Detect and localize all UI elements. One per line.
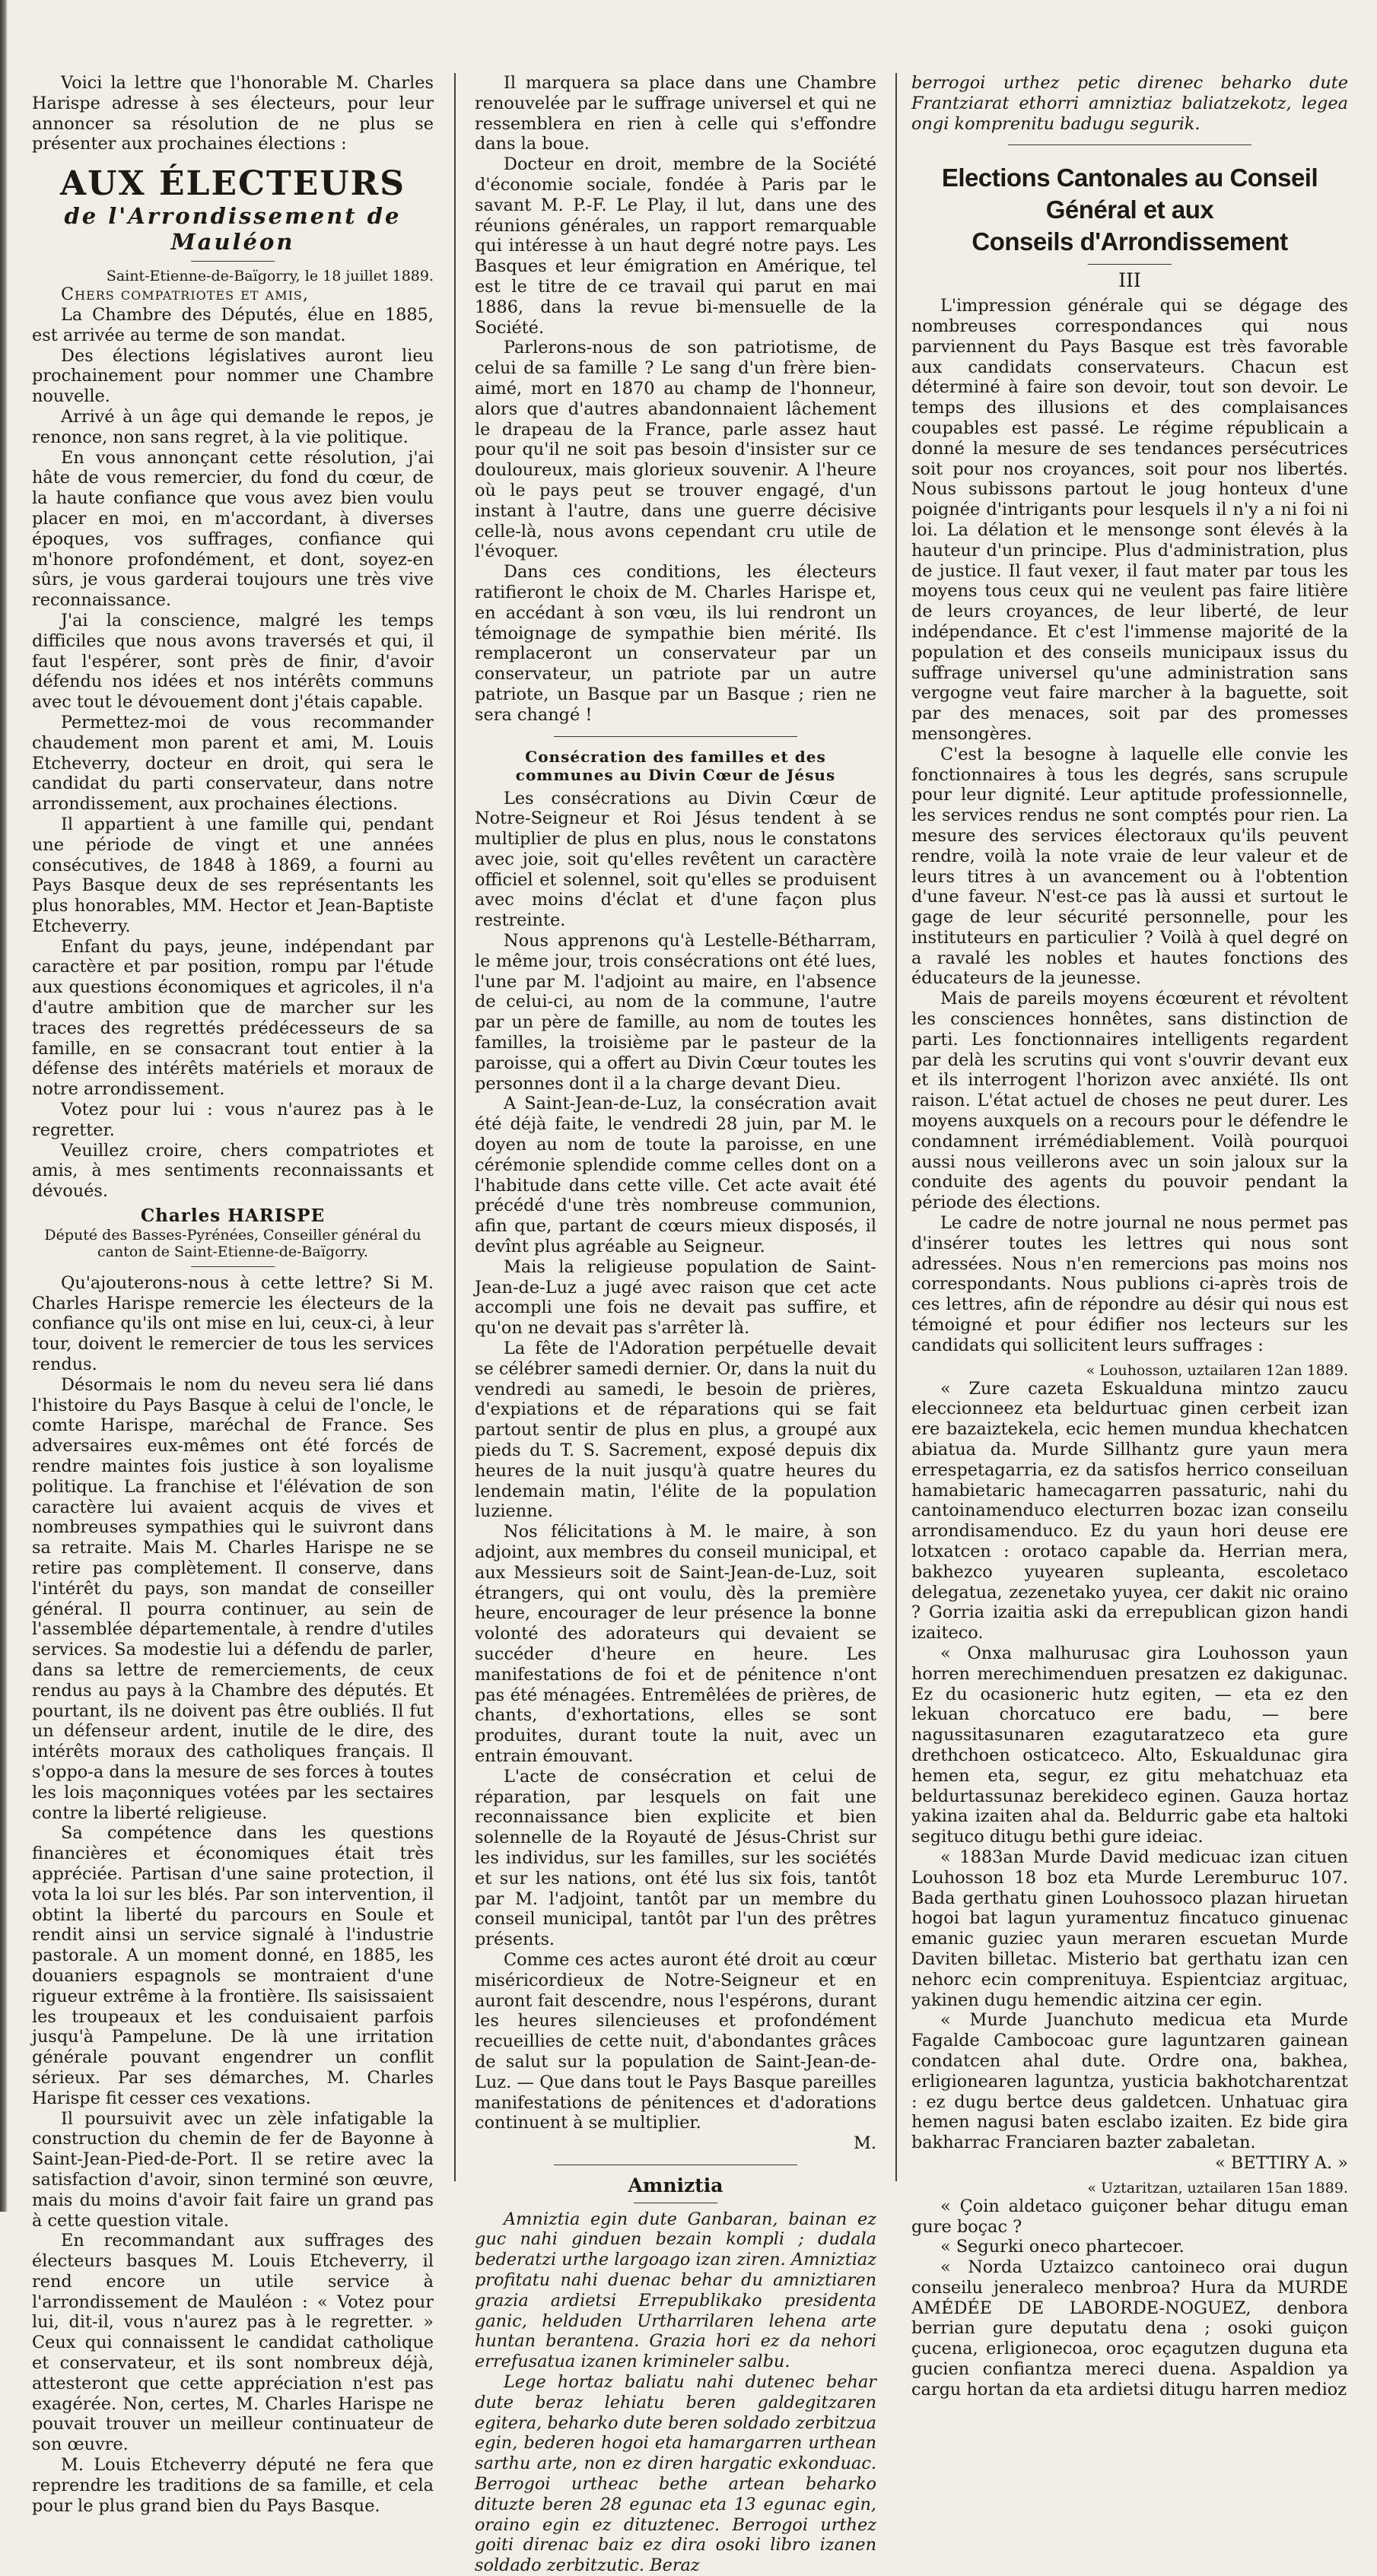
consecration-paragraph: Les consécrations au Divin Cœur de Notre-Seigneur et Roi Jésus tendent à se multiplier de plus en plus, nous le constatons avec joie, soit qu'elles revêtent un caractère officiel et solennel, soit qu'elles se produisent avec moins d'éclat et d'une façon plus restreinte.	[475, 788, 876, 931]
letter-paragraph: La Chambre des Députés, élue en 1885, est arrivée au terme de son mandat.	[32, 304, 434, 345]
commentary-paragraph: Sa compétence dans les questions financières et économiques était très appréciée. Partisan d'une saine protection, il vota la loi sur les blés. Par son intervention, il obtint la liberté du parcours en Soule et rendit ainsi un service signalé à l'industrie pastorale. A un moment donné, en 1885, les douaniers espagnols se montraient d'une rigueur extrême à la frontière. Ils saisissaient les troupeaux et les conduisaient parfois jusqu'à Pampelune. De là une irritation générale pouvant engendrer un conflit sérieux. Par ses démarches, M. Charles Harispe fit cesser ces vexations.	[32, 1823, 434, 2108]
amnistia-continuation: berrogoi urthez petic direnec beharko dute Frantziarat ethorri amniztiaz baliatzekotz, legea ongi komprenitu badugu segurik.	[911, 73, 1348, 134]
commentary-paragraph: Qu'ajouterons-nous à cette lettre? Si M. Charles Harispe remercie les électeurs de la confiance qu'ils ont mise en lui, ceux-ci, à leur tour, doivent le remercier de tous les services rendus.	[32, 1272, 434, 1375]
spacer	[911, 1356, 1348, 1362]
divider	[191, 1266, 275, 1267]
elections-paragraph: C'est la besogne à laquelle elle convie les fonctionnaires à tous les degrés, sans scrupule pour leur dignité. Leur aptitude professionnelle, les services rendus ne sont comptés pour rien. La mesure des services électoraux qu'ils peuvent rendre, voilà la note vraie de leur valeur et de leurs titres à un avancement ou à l'obtention d'une faveur. N'est-ce pas là aussi et surtout le gage de leur sécurité personnelle, pour les instituteurs en particulier ? Voilà à quel degré on a ravalé les nobles et hautes fonctions des éducateurs de la jeunesse.	[911, 744, 1348, 989]
amnistia-heading: Amniztia	[628, 2174, 723, 2196]
letter-paragraph: En vous annonçant cette résolution, j'ai hâte de vous remercier, du fond du cœur, de la haute confiance que vous avez bien voulu placer en moi, en m'accordant, à diverses époques, vos suffrages, confiance qui m'honore profondément, et dont, soyez-en sûrs, je vous garderai toujours une très vive reconnaissance.	[32, 447, 434, 611]
consecration-heading: Consécration des familles et des communes au Divin Cœur de Jésus	[515, 747, 836, 784]
column-rule-1	[454, 73, 456, 2181]
article-paragraph: Dans ces conditions, les électeurs ratifieront le choix de M. Charles Harispe et, en accédant à son vœu, ils lui rendront un témoignage de sympathie bien mérité. Ils remplaceront un conservateur par un conservateur, un patriote par un autre patriote, un Basque par un Basque ; rien ne sera changé !	[475, 562, 876, 725]
consecration-paragraph: A Saint-Jean-de-Luz, la consécration avait été déjà faite, le vendredi 28 juin, par M. le doyen au nom de toute la paroisse, en une cérémonie splendide comme celles dont on a l'habitude dans cette ville. Cet acte avait été précédé d'une très nombreuse communion, afin que, partant de cœurs mieux disposés, il devînt plus agréable au Seigneur.	[475, 1094, 876, 1257]
consecration-paragraph: La fête de l'Adoration perpétuelle devait se célébrer samedi dernier. Or, dans la nuit du vendredi au samedi, le besoin de prières, d'expiations et de réparations qui se fait partout sentir de plus en plus, a groupé aux pieds du T. S. Sacrement, exposé depuis dix heures de la nuit jusqu'à quatre heures du lendemain matin, l'élite de la population luzienne.	[475, 1339, 876, 1522]
commentary-paragraph: M. Louis Etcheverry député ne fera que reprendre les traditions de sa famille, et cela pour le plus grand bien du Pays Basque.	[32, 2455, 434, 2516]
letter-paragraph: J'ai la conscience, malgré les temps difficiles que nous avons traversés et qui, il faut l'espérer, sont près de finir, d'avoir défendu nos idées et nos intérêts communs avec tout le dévouement dont j'étais capable.	[32, 610, 434, 713]
divider	[191, 261, 275, 262]
letter-paragraph: Il appartient à une famille qui, pendant une période de vingt et une années consécutives, de 1848 à 1869, a fourni au Pays Basque deux de ses représentants les plus honorables, MM. Hector et Jean-Baptiste Etcheverry.	[32, 814, 434, 936]
consecration-paragraph: L'acte de consécration et celui de réparation, par lesquels on fait une reconnaissance bien explicite et bien solennelle de la Royauté de Jésus-Christ sur les individus, sur les familles, sur les sociétés et sur les nations, ont été lus six fois, tantôt par M. l'adjoint, tantôt par un membre du conseil municipal, tantôt par l'un des prêtres présents.	[475, 1766, 876, 1950]
letter2-paragraph: « Norda Uztaizco cantoineco orai dugun conseilu jeneraleco menbroa? Hura da MURDE AMÉDÉE DE LABORDE-NOGUEZ, denbora berrian gure deputatu dena ; osoki guiçon çucena, erligionecoa, oroc eçagutzen duguna eta gucien confiantza mereci duena. Aspaldion ya cargu hortan da eta ardietsi ditugu harren medioz	[911, 2257, 1348, 2400]
letter1-paragraph: « Onxa malhurusac gira Louhosson yaun horren merechimenduen presatzen ez dakigunac. Ez du ocasioneric hutz egiten, — eta ez den lekuan chorcatuco ere badu, — bere nagussitasunaren ezagutaratzeco eta gure drethchoen osticatceco. Alto, Eskualdunac gira hemen eta, segur, ez gitu mehatchuaz eta beldurtassunaz berekideco eginen. Gauza hortaz yakina izaiten ahal da. Beldurric gabe eta haltoki segituco ditugu bethi gure ideiac.	[911, 1643, 1348, 1847]
letter1-signature: « BETTIRY A. »	[1215, 2152, 1348, 2173]
page-binding-edge	[0, 0, 8, 2212]
elections-heading-line-2: Conseils d'Arrondissement	[972, 227, 1288, 256]
column-2	[475, 73, 877, 2576]
letter-dateline: Saint-Etienne-de-Baïgorry, le 18 juillet 1889.	[106, 268, 434, 285]
column-3	[911, 73, 1348, 2400]
letter-heading: AUX ÉLECTEURS	[60, 164, 405, 204]
letter1-dateline: « Louhosson, uztailaren 12an 1889.	[1086, 1361, 1348, 1379]
letter-paragraph: Votez pour lui : vous n'aurez pas à le regretter.	[32, 1100, 434, 1140]
letter1-paragraph: « Murde Juanchuto medicua eta Murde Fagalde Cambocoac gure laguntzaren gainean condatcen ahal dute. Ordre ona, bakhea, erligionearen laguntza, yusticia bakhotcharentzat : ez dugu bertce deus galdetcen. Unhatuac gira hemen nagusi baten esclabo izaiten. Ez bide gira bakharrac Franciaren bazter zabaletan.	[911, 2010, 1348, 2153]
article-paragraph: Docteur en droit, membre de la Société d'économie sociale, fondée à Paris par le savant M. P.-F. Le Play, il lut, dans une des réunions générales, un rapport remarquable qui intéresse à un haut degré notre pays. Les Basques et leur émigration en Amérique, tel est le titre de ce travail qui parut en mai 1886, dans la revue bi-mensuelle de la Société.	[475, 154, 876, 338]
article-paragraph: Il marquera sa place dans une Chambre renouvelée par le suffrage universel et qui ne ressemblera en rien à celle qui s'effondre dans la boue.	[475, 73, 876, 154]
elections-paragraph: L'impression générale qui se dégage des nombreuses correspondances qui nous parviennent du Pays Basque est très favorable aux candidats conservateurs. Chacun est déterminé à faire son devoir, tout son devoir. Le temps des illusions et des complaisances coupables est passé. Le régime républicain a donné la mesure de ses tendances persécutrices soit pour nos croyances, soit pour nos libertés. Nous subissons partout le joug honteux d'une poignée d'intrigants pour lesquels il n'y a ni foi ni loi. La délation et le mensonge sont élevés à la hauteur d'un principe. Plus d'administration, plus de justice. Il faut vexer, il faut mater par tous les moyens tous ceux qui ne veulent pas faire litière de leurs croyances, de leur liberté, de leur indépendance. Et c'est l'immense majorité de la population et des conseils municipaux issus du suffrage universel qu'une administration sans vergogne veut faire marcher à la baguette, soit par des menaces, soit par des promesses mensongères.	[911, 296, 1348, 744]
consecration-paragraph: Nos félicitations à M. le maire, à son adjoint, aux membres du conseil municipal, et aux Messieurs soit de Saint-Jean-de-Luz, soit étrangers, qui ont voulu, dès la première heure, encourager de leur présence la bonne volonté des adorateurs qui devaient se succéder d'heure en heure. Les manifestations de foi et de pénitence n'ont pas été ménagées. Entremêlées de prières, de chants, d'exhortations, elles se sont produites, durant toute la nuit, avec un entrain émouvant.	[475, 1522, 876, 1766]
elections-heading	[911, 162, 1348, 258]
letter2-dateline: « Uztaritzan, uztailaren 15an 1889.	[1087, 2179, 1348, 2196]
column-1	[32, 73, 434, 2516]
letter-paragraph: Arrivé à un âge qui demande le repos, je renonce, non sans regret, à la vie politique.	[32, 406, 434, 447]
signature-name: Charles HARISPE	[140, 1205, 326, 1227]
consecration-paragraph: Mais la religieuse population de Saint-Jean-de-Luz a jugé avec raison que cet acte accompli une fois ne devait pas suffire, et qu'on ne devait pas s'arrêter là.	[475, 1256, 876, 1339]
elections-paragraph: Le cadre de notre journal ne nous permet pas d'insérer toutes les lettres qui nous sont adressées. Nous n'en remercions pas moins nos correspondants. Nous publions ci-après trois de ces lettres, afin de répondre au désir qui nous est témoigné et pour édifier nos lecteurs sur les candidats qui sollicitent leurs suffrages :	[911, 1213, 1348, 1355]
commentary-paragraph: Il poursuivit avec un zèle infatigable la construction du chemin de fer de Bayonne à Saint-Jean-Pied-de-Port. Il se retire avec la satisfaction d'avoir, sinon terminé son œuvre, mais du moins d'avoir fait faire un grand pas à cette question vitale.	[32, 2108, 434, 2231]
consecration-paragraph: Nous apprenons qu'à Lestelle-Bétharram, le même jour, trois consécrations ont été lues, l'une par M. l'adjoint au maire, en l'absence de celui-ci, au nom de la commune, l'autre par un père de famille, au nom de toutes les familles, la troisième par le pasteur de la paroisse, qui a offert au Divin Cœur toutes les personnes dont il a la charge devant Dieu.	[475, 931, 876, 1094]
letter2-paragraph: « Çoin aldetaco guiçoner behar ditugu eman gure boçac ?	[911, 2196, 1348, 2237]
intro-paragraph: Voici la lettre que l'honorable M. Charles Harispe adresse à ses électeurs, pour leur annoncer sa résolution de ne plus se présenter aux prochaines élections :	[32, 73, 434, 154]
section-number: III	[1118, 269, 1141, 292]
elections-paragraph: Mais de pareils moyens écœurent et révoltent les consciences honnêtes, sans distinction de parti. Les fonctionnaires intelligents regardent par delà les scrutins qui vont s'ouvrir devant eux et ils interrogent l'horizon avec anxiété. Ils ont raison. L'état actuel de choses ne peut durer. Les moyens auxquels on a recours pour le défendre le condamnent irrémédiablement. Voilà pourquoi aussi nous veillerons avec un soin jaloux sur la conduite des agents du pouvoir pendant la période des élections.	[911, 989, 1348, 1213]
letter-paragraph: Des élections législatives auront lieu prochainement pour nommer une Chambre nouvelle.	[32, 345, 434, 407]
divider	[554, 736, 797, 737]
spacer	[911, 2174, 1348, 2180]
amnistia-paragraph: Lege hortaz baliatu nahi dutenec behar dute beraz lehiatu beren galdegitzaren egitera, beharko dute beren soldado zerbitzua egin, bederen hogoi eta hamargarren urthean sarthu arte, non ez diren hargatic exkonduac. Berrogoi urtheac bethe artean beharko dituzte beren 28 egunac eta 13 egunac egin, oraino egin ez dituztenec. Berrogoi urthez goiti direnac baiz ez dira osoki libro izanen soldado zerbitzutic. Beraz	[475, 2372, 876, 2576]
letter-subheading: de l'Arrondissement de Mauléon	[64, 203, 402, 256]
letter-salutation: Chers compatriotes et amis,	[61, 284, 309, 305]
signature-title: Député des Basses-Pyrénées, Conseiller général du canton de Saint-Etienne-de-Baïgorry.	[44, 1226, 421, 1260]
consecration-signature: M.	[853, 2133, 876, 2154]
letter2-paragraph: « Segurki oneco phartecoer.	[940, 2237, 1185, 2257]
amnistia-paragraph: Amniztia egin dute Ganbaran, bainan ez guc nahi ginduen bezain kompli ; dudala bederatzi urthe largoago izan ziren. Amniztiaz profitatu nahi duenac behar du amniztiaren grazia ardietsi Errepublikako presidenta ganic, helduden Urtharrilaren lehena arte huntan berantena. Grazia hori ez da nehori errefusatua izanen krimineler salbu.	[475, 2209, 877, 2372]
divider	[1088, 264, 1172, 265]
letter1-paragraph: « 1883an Murde David medicuac izan cituen Louhosson 18 boz eta Murde Leremburuc 107. Bada gerthatu ginen Louhossoco plazan hiruetan hogoi bat lagun yuramentuz fincatuco ginuenac emanic guziec yaun meraren escuetan Murde Daviten billetac. Misterio bat gerthatu izan cen nehorc ecin comprenituya. Espientciaz argituac, yakinen dugu hemendic aitzina cer egin.	[911, 1847, 1348, 2010]
commentary-paragraph: Désormais le nom du neveu sera lié dans l'histoire du Pays Basque à celui de l'oncle, le comte Harispe, maréchal de France. Ses adversaires eux-mêmes ont été forcés de rendre maintes fois justice à son loyalisme politique. La franchise et l'élévation de son caractère lui avaient acquis de vives et nombreuses sympathies qui le suivront dans sa retraite. Mais M. Charles Harispe ne se retire pas complètement. Il conserve, dans l'intérêt du pays, son mandat de conseiller général. Il pourra continuer, au sein de l'assemblée départementale, à rendre d'utiles services. Sa modestie lui a défendu de parler, dans sa lettre de remerciements, de ceux rendus au pays à la Chambre des députés. Et pourtant, ils ne doivent pas être oubliés. Il fut un défenseur ardent, inutile de le dire, des intérêts moraux des catholiques français. Il s'oppo-a dans la mesure de ses forces à toutes les lois maçonniques votées par les sectaires contre la liberté religieuse.	[32, 1374, 434, 1823]
elections-heading-line-1: Elections Cantonales au Conseil Général et aux	[941, 164, 1318, 224]
commentary-paragraph: En recommandant aux suffrages des électeurs basques M. Louis Etcheverry, il rend encore un utile service à l'arrondissement de Mauléon : « Votez pour lui, dit-il, vous n'aurez pas à le regretter. » Ceux qui connaissent le candidat catholique et conservateur, et ils sont nombreux déjà, attesteront que cette appréciation n'est pas exagérée. Non, certes, M. Charles Harispe ne pouvait trouver un meilleur continuateur de son œuvre.	[32, 2231, 434, 2455]
article-paragraph: Parlerons-nous de son patriotisme, de celui de sa famille ? Le sang d'un frère bien-aimé, mort en 1870 au champ de l'honneur, alors que d'autres abandonnaient lâchement le drapeau de la France, parle assez haut pour qu'il ne soit pas besoin d'insister sur ce douloureux, mais glorieux souvenir. A l'heure où le pays peut se trouver engagé, d'un instant à l'autre, dans une guerre décisive celle-là, nous avons cependant cru utile de l'évoquer.	[475, 338, 876, 562]
letter-paragraph: Veuillez croire, chers compatriotes et amis, à mes sentiments reconnaissants et dévoués.	[32, 1140, 434, 1202]
consecration-paragraph: Comme ces actes auront été droit au cœur miséricordieux de Notre-Seigneur et en auront fait descendre, nous l'espérons, durant les heures silencieuses et profondément recueillies de cette nuit, d'abondantes grâces de salut sur la population de Saint-Jean-de-Luz. — Que dans tout le Pays Basque pareilles manifestations de pénitences et d'adorations continuent à se multiplier.	[475, 1949, 876, 2133]
letter1-paragraph: « Zure cazeta Eskualduna mintzo zaucu eleccionneez eta beldurtuac ginen cerbeit izan ere bazaiztekela, ecic hemen mundua khechatcen abiatua da. Murde Sillhantz gure yaun mera errespetagarria, ez da satisfos herrico conseiluan hamabietaric hamecagarren passaturic, nahi du cantoinamenduco electurren bozac izan conseilu arrondisamenduco. Ez du yaun hori deuse ere lotxatcen : orotaco capable da. Herrian mera, bakhezco yuyearen supleanta, escoletaco delegatua, zezenetako yuyea, cer dakit nic oraino ? Gorria izaitia aski da errepublican gizon handi izaiteco.	[911, 1378, 1348, 1644]
letter-paragraph: Enfant du pays, jeune, indépendant par caractère et par position, rompu par l'étude aux questions économiques et agricoles, il n'a d'autre ambition que de marcher sur les traces des regrettés prédécesseurs de sa famille, en se consacrant tout entier à la défense des intérêts matériels et moraux de notre arrondissement.	[32, 936, 434, 1100]
column-rule-2	[895, 73, 897, 2181]
letter-paragraph: Permettez-moi de vous recommander chaudement mon parent et ami, M. Louis Etcheverry, docteur en droit, qui sera le candidat du parti conservateur, dans notre arrondissement, aux prochaines élections.	[32, 712, 434, 815]
